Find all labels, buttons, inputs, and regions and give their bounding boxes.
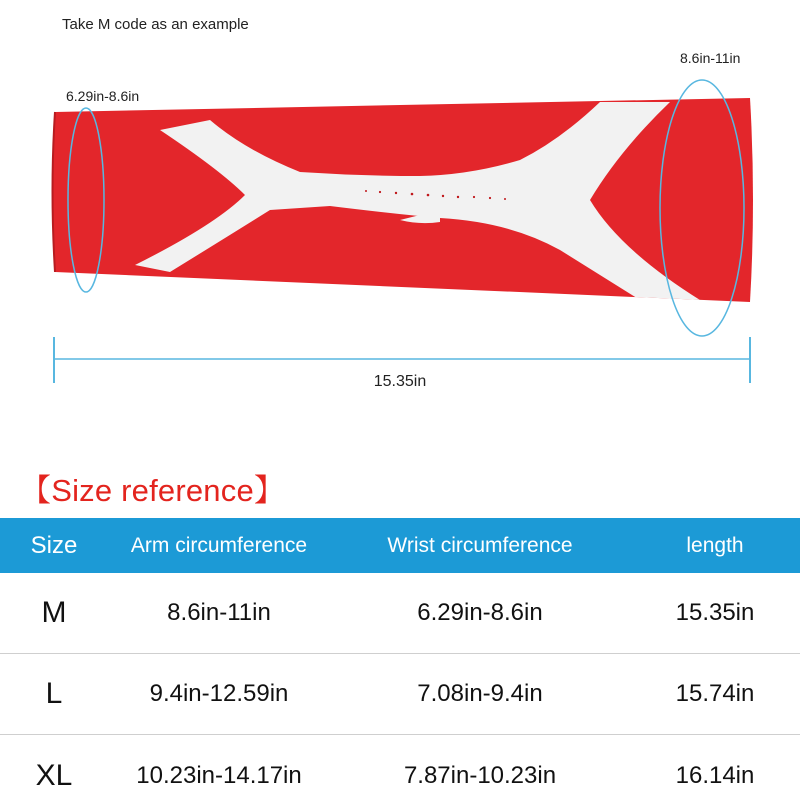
- cell-arm: 10.23in-14.17in: [136, 761, 302, 789]
- section-title: 【Size reference】: [20, 473, 286, 508]
- cell-length: 15.74in: [675, 680, 755, 707]
- cell-length: 15.35in: [675, 599, 755, 626]
- cell-wrist: 7.87in-10.23in: [403, 761, 557, 789]
- cell-wrist: 6.29in-8.6in: [417, 599, 543, 626]
- length-label: 15.35in: [373, 373, 427, 390]
- caption: Take M code as an example: [62, 16, 249, 33]
- cell-length: 16.14in: [675, 761, 755, 789]
- wrist-measurement-label: 6.29in-8.6in: [66, 88, 140, 104]
- arm-measurement-label: 8.6in-11in: [680, 50, 741, 66]
- cell-size: M: [41, 596, 67, 629]
- arm-sleeve-illustration: [0, 60, 800, 350]
- cell-size: XL: [35, 758, 73, 792]
- table-row: [0, 654, 800, 735]
- header-wrist-circumference: Wrist circumference: [387, 533, 573, 557]
- header-size: Size: [30, 531, 78, 559]
- cell-arm: 9.4in-12.59in: [149, 680, 289, 707]
- size-table: [0, 518, 800, 800]
- table-header: [0, 518, 800, 573]
- cell-wrist: 7.08in-9.4in: [417, 680, 543, 707]
- header-arm-circumference: Arm circumference: [130, 533, 308, 557]
- table-row: [0, 735, 800, 800]
- table-row: [0, 573, 800, 654]
- header-length: length: [686, 533, 744, 557]
- cell-size: L: [45, 677, 63, 710]
- cell-arm: 8.6in-11in: [167, 599, 271, 626]
